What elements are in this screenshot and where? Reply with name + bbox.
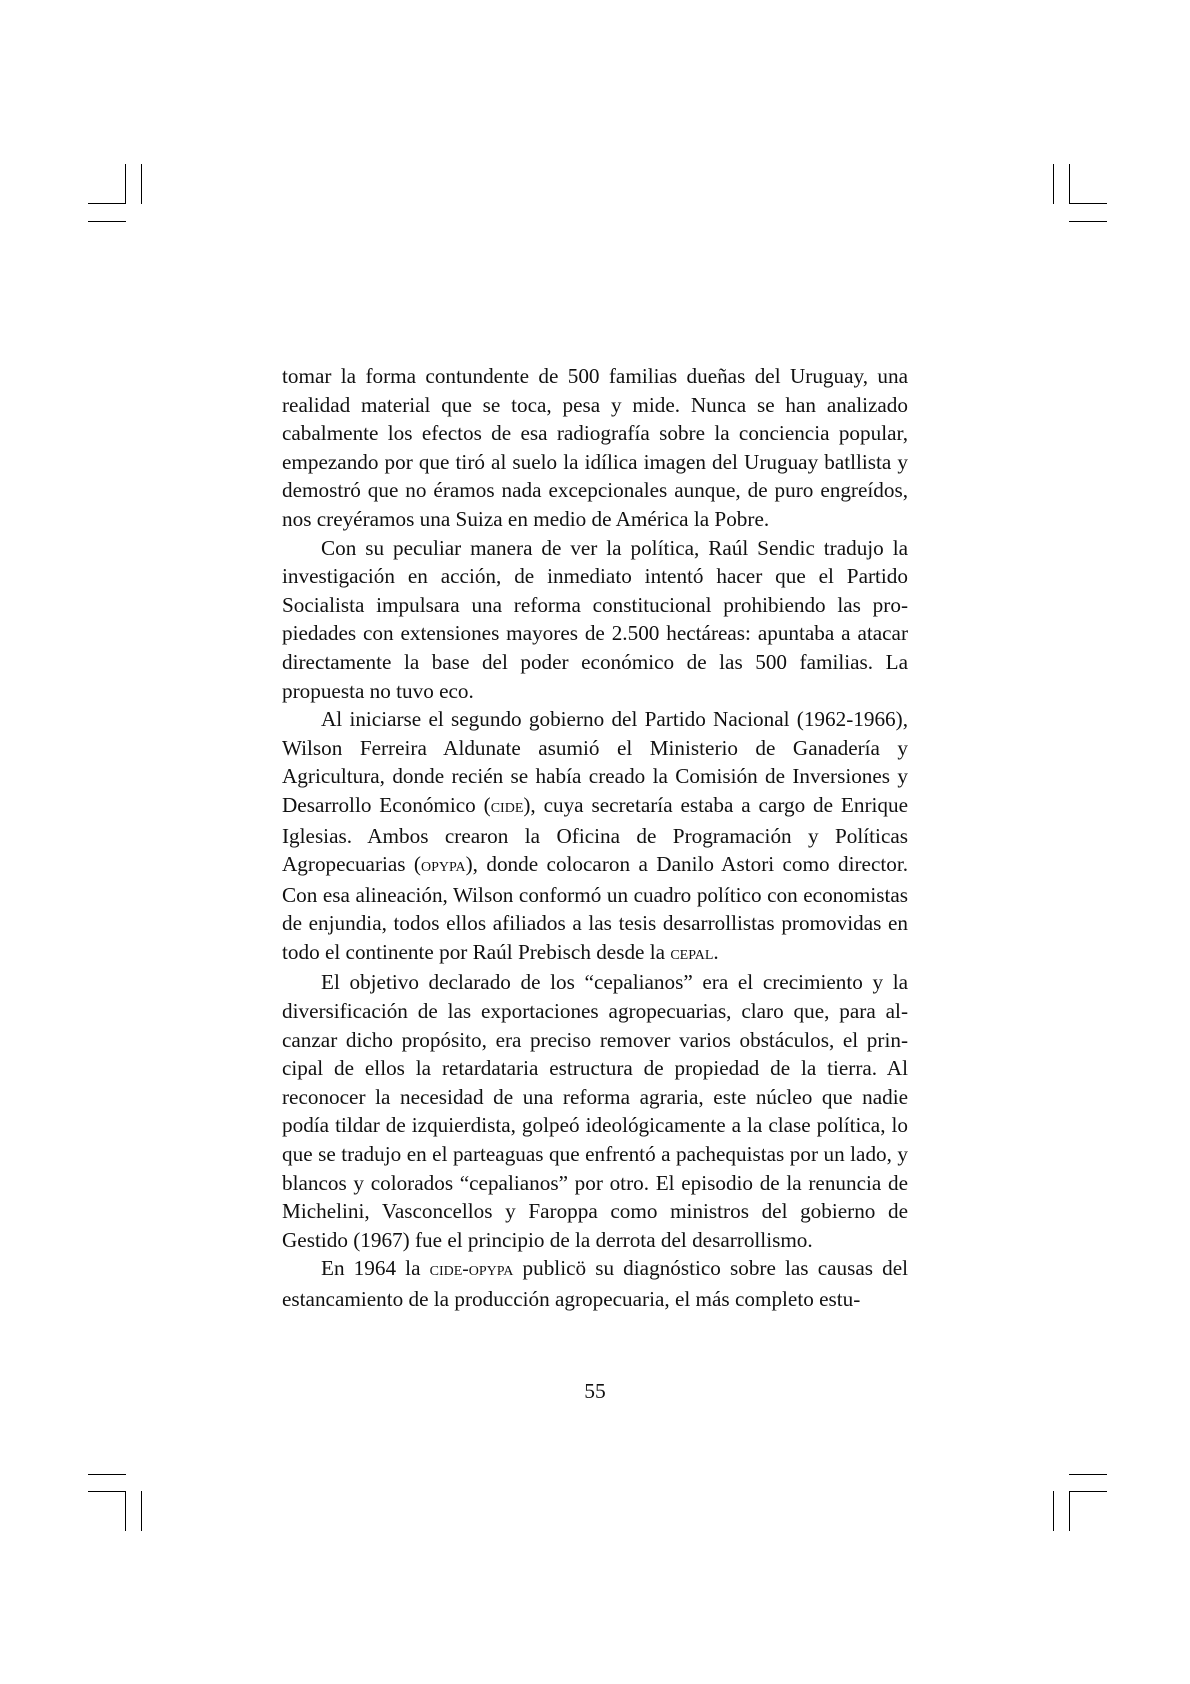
crop-mark bbox=[1069, 1474, 1107, 1475]
crop-mark bbox=[141, 1491, 142, 1531]
crop-mark bbox=[141, 164, 142, 204]
crop-mark bbox=[1069, 203, 1107, 204]
crop-mark bbox=[88, 1474, 126, 1475]
paragraph: Al iniciarse el segundo gobierno del Partido Nacional (1962-1966), Wilson Ferreira Aldunate asumió el Ministerio de Ganadería y Agricultura, donde recién se había creado la Comisión de Inversiones y Desarrollo Económico (cide), cuya secretaría estaba a cargo de Enrique Iglesias. Ambos crearon la Oficina de Programación y Políticas Agropecuarias (opypa), donde colocaron a Danilo Astori como director. Con esa alineación, Wilson conformó un cuadro político con economistas de enjundia, todos ellos afiliados a las tesis desarrollistas promovidas en todo el continente por Raúl Prebisch desde la cepal. bbox=[282, 707, 909, 964]
crop-mark bbox=[88, 221, 126, 222]
crop-mark bbox=[88, 203, 126, 204]
crop-mark bbox=[1053, 164, 1054, 204]
body-text bbox=[282, 362, 908, 1314]
crop-mark bbox=[88, 1491, 126, 1492]
crop-mark bbox=[125, 1491, 126, 1531]
crop-mark bbox=[1053, 1491, 1054, 1531]
paragraph: tomar la forma contundente de 500 familias dueñas del Uruguay, una realidad material que se toca, pesa y mide. Nunca se han analizado cabalmente los efectos de esa radiografía sobre la conciencia popular, empezando por que tiró al suelo la idílica imagen del Uruguay batllista y demostró que no éramos nada excepcionales aunque, de puro engreídos, nos creyéramos una Suiza en medio de América la Pobre. bbox=[282, 364, 908, 531]
crop-mark bbox=[1069, 1491, 1070, 1531]
paragraph: Con su peculiar manera de ver la política, Raúl Sendic tradujo la investigación en acción, de inmediato intentó hacer que el Partido Socialista impulsara una reforma constitucional prohibiendo las propiedades con extensiones mayores de 2.500 hectáreas: apuntaba a atacar directamente la base del poder económico de las 500 familias. La propuesta no tuvo eco. bbox=[282, 535, 908, 703]
page-number: 55 bbox=[584, 1379, 606, 1403]
paragraph: El objetivo declarado de los “cepalianos” era el crecimiento y la diversificación de las exportaciones agropecuarias, claro que, para alcanzar dicho propósito, era preciso remover varios obstáculos, el principal de ellos la retardataria estructura de propiedad de la tierra. Al reconocer la necesidad de una reforma agraria, este núcleo que nadie podía tildar de izquierdista, golpeó ideológicamente a la clase política, lo que se tradujo en el parteaguas que enfrentó a pachequistas por un lado, y blancos y colorados “cepalianos” por otro. El episodio de la renuncia de Michelini, Vasconcellos y Faroppa como ministros del gobierno de Gestido (1967) fue el principio de la derrota del desarrollismo. bbox=[282, 970, 908, 1252]
crop-mark bbox=[125, 164, 126, 204]
paragraph: En 1964 la cide-opypa publicö su diagnóstico sobre las causas del estancamiento de la producción agropecuaria, el más completo estu- bbox=[282, 1256, 909, 1311]
crop-mark bbox=[1069, 1491, 1107, 1492]
crop-mark bbox=[1069, 221, 1107, 222]
crop-mark bbox=[1069, 164, 1070, 204]
